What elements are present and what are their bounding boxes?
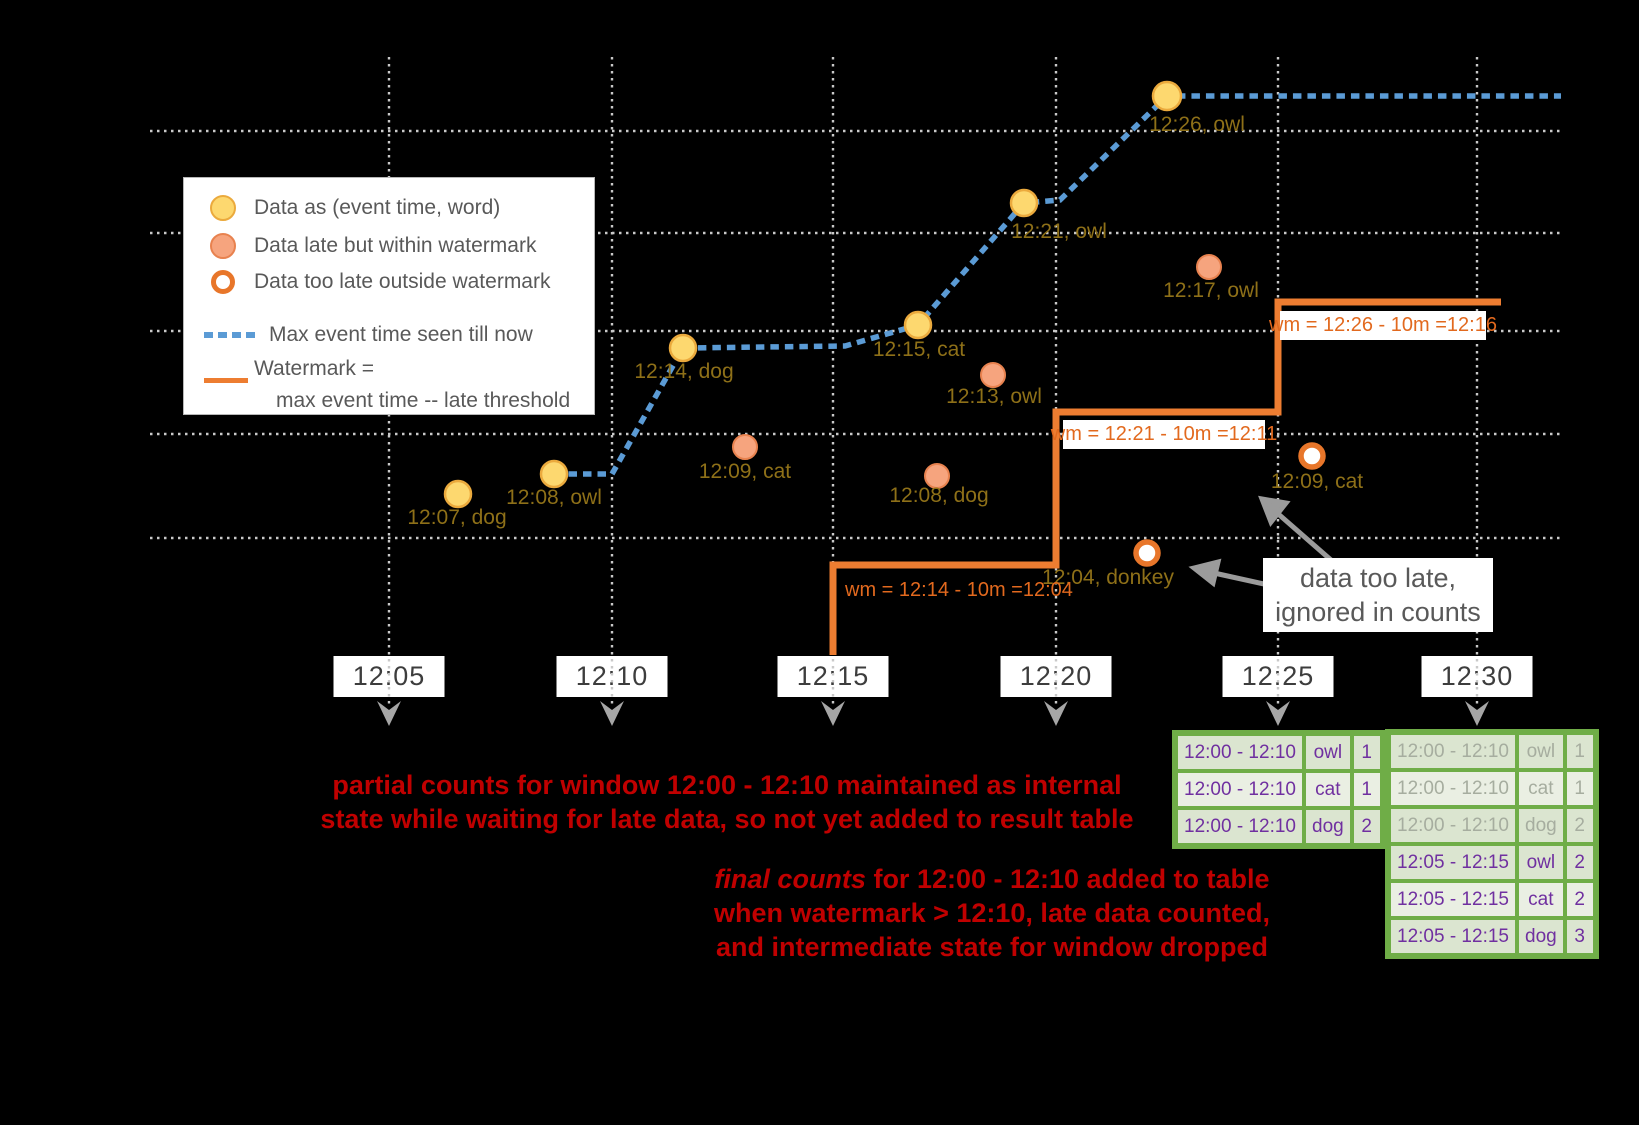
- tick-arrowheads: [377, 701, 1489, 726]
- too-late-line1: data too late,: [1299, 563, 1457, 593]
- point-1209-cat: [733, 435, 757, 459]
- table-row: 12:00 - 12:10 owl 1: [1391, 735, 1593, 768]
- final-counts-lead: final counts: [714, 864, 866, 894]
- point-label: 12:15, cat: [872, 338, 966, 361]
- table-row: 12:00 - 12:10 cat 1: [1178, 773, 1380, 806]
- partial-counts-annotation: [320, 768, 1133, 836]
- table-row: 12:00 - 12:10 dog 2: [1178, 810, 1380, 843]
- point-1221-owl: [1011, 190, 1037, 216]
- watermark-label-1: wm = 12:14 - 10m =12:04: [845, 579, 1073, 601]
- table-row: 12:05 - 12:15 owl 2: [1391, 846, 1593, 879]
- legend: [183, 177, 595, 415]
- watermark-label-3: wm = 12:26 - 10m =12:16: [1280, 311, 1486, 340]
- point-1214-dog: [670, 335, 696, 361]
- point-label: 12:14, dog: [634, 360, 734, 383]
- x-tick-1225: 12:25: [1223, 656, 1334, 697]
- orange-line-icon: [204, 378, 248, 383]
- x-tick-1215: 12:15: [778, 656, 889, 697]
- x-tick-1230: 12:30: [1422, 656, 1533, 697]
- point-1208-owl: [541, 461, 567, 487]
- x-tick-1205: 12:05: [334, 656, 445, 697]
- point-label: 12:04, donkey: [1042, 566, 1174, 589]
- legend-item-label2: max event time -- late threshold: [276, 389, 571, 412]
- legend-item-label: Watermark =: [254, 357, 374, 380]
- point-label: 12:21, owl: [1011, 220, 1107, 243]
- partial-counts-line2: state while waiting for late data, so not yet added to result table: [320, 804, 1134, 834]
- result-table-1230: [1385, 729, 1599, 959]
- late-points: [733, 255, 1221, 488]
- point-label: 12:26, owl: [1149, 113, 1245, 136]
- point-1226-owl: [1153, 82, 1181, 110]
- blue-dashed-line-icon: [204, 332, 255, 338]
- point-1213-owl: [981, 363, 1005, 387]
- partial-counts-line1: partial counts for window 12:00 - 12:10 maintained as internal: [332, 770, 1122, 800]
- point-label: 12:17, owl: [1163, 279, 1259, 302]
- legend-item-label: Max event time seen till now: [269, 323, 533, 346]
- final-counts-line1-rest: for 12:00 - 12:10 added to table: [865, 864, 1270, 894]
- arrow-to-late-cat: [1276, 512, 1331, 560]
- table-row: 12:00 - 12:10 cat 1: [1391, 772, 1593, 805]
- point-1207-dog: [445, 481, 471, 507]
- yellow-dot-icon: [210, 195, 236, 221]
- final-counts-line1: [714, 862, 1270, 896]
- point-1204-donkey: [1136, 542, 1158, 564]
- point-label: 12:07, dog: [407, 506, 507, 529]
- final-counts-annotation: [714, 862, 1270, 964]
- x-tick-1220: 12:20: [1001, 656, 1112, 697]
- result-table-1225: [1172, 730, 1386, 849]
- table-row: 12:00 - 12:10 owl 1: [1178, 736, 1380, 769]
- legend-item-label: Data as (event time, word): [254, 196, 501, 219]
- point-label: 12:09, cat: [698, 460, 792, 483]
- point-label: 12:09, cat: [1270, 470, 1364, 493]
- point-label: 12:13, owl: [946, 385, 1042, 408]
- point-label: 12:08, dog: [889, 484, 989, 507]
- watermark-label-2: wm = 12:21 - 10m =12:11: [1063, 420, 1265, 449]
- too-late-line2: ignored in counts: [1275, 597, 1481, 627]
- orange-ring-icon: [211, 270, 235, 294]
- legend-item-label: Data late but within watermark: [254, 234, 537, 257]
- point-1209-cat-late: [1301, 445, 1323, 467]
- salmon-dot-icon: [210, 233, 236, 259]
- point-1217-owl: [1197, 255, 1221, 279]
- table-row: 12:05 - 12:15 dog 3: [1391, 920, 1593, 953]
- point-1215-cat: [905, 312, 931, 338]
- final-counts-line2: when watermark > 12:10, late data counted,: [714, 898, 1270, 928]
- table-row: 12:00 - 12:10 dog 2: [1391, 809, 1593, 842]
- too-late-points: [1136, 445, 1323, 564]
- final-counts-line3: and intermediate state for window dropped: [715, 932, 1269, 962]
- x-tick-1210: 12:10: [557, 656, 668, 697]
- point-label: 12:08, owl: [506, 486, 602, 509]
- legend-item-label: Data too late outside watermark: [254, 270, 551, 293]
- table-row: 12:05 - 12:15 cat 2: [1391, 883, 1593, 916]
- too-late-callout: [1263, 558, 1493, 632]
